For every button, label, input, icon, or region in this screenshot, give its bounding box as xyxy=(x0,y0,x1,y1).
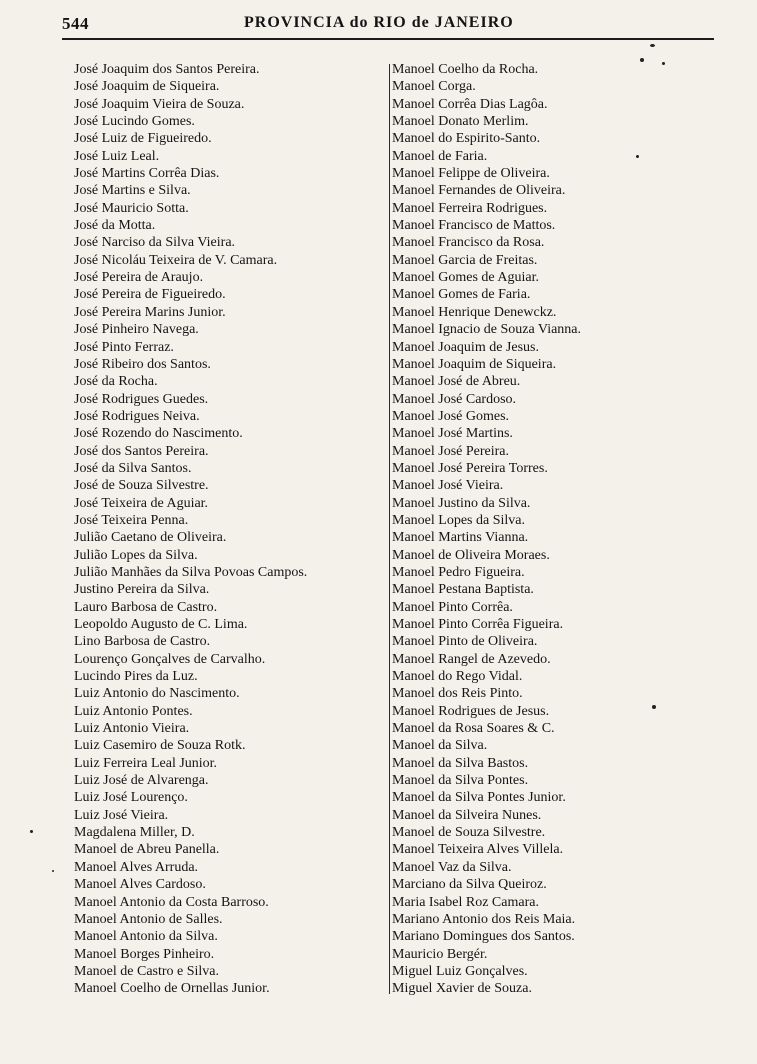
name-entry: Manoel da Silveira Nunes. xyxy=(392,807,542,823)
name-entry: Manoel Pinto de Oliveira. xyxy=(392,634,538,650)
name-entry: Manoel José Martins. xyxy=(392,426,513,442)
name-entry: Manoel da Silva Pontes. xyxy=(392,773,529,789)
name-entry: Manoel Pestana Baptista. xyxy=(392,582,534,598)
name-entry: Manoel Ferreira Rodrigues. xyxy=(392,200,548,216)
name-entry: Manoel Gomes de Aguiar. xyxy=(392,270,539,286)
name-entry: José Joaquim Vieira de Souza. xyxy=(74,96,245,112)
name-entry: Manoel Joaquim de Siqueira. xyxy=(392,356,557,372)
name-entry: Julião Lopes da Silva. xyxy=(74,547,198,563)
name-entry: Manoel do Rego Vidal. xyxy=(392,669,523,685)
name-entry: Manoel da Silva Pontes Junior. xyxy=(392,790,566,806)
name-entry: José Martins Corrêa Dias. xyxy=(74,166,220,182)
name-entry: Manoel Antonio da Silva. xyxy=(74,929,218,945)
name-entry: Manoel dos Reis Pinto. xyxy=(392,686,523,702)
name-entry: Manoel do Espirito-Santo. xyxy=(392,131,541,147)
name-entry: José Narciso da Silva Vieira. xyxy=(74,235,236,251)
print-speck xyxy=(636,155,639,158)
name-entry: José Pereira de Figueiredo. xyxy=(74,287,226,303)
name-entry: Marciano da Silva Queiroz. xyxy=(392,877,547,893)
name-entry: Manoel Ignacio de Souza Vianna. xyxy=(392,322,582,338)
name-entry: Lucindo Pires da Luz. xyxy=(74,669,198,685)
name-entry: Manoel José Pereira Torres. xyxy=(392,460,548,476)
print-speck xyxy=(640,58,644,62)
name-entry: Manoel Henrique Denewckz. xyxy=(392,304,557,320)
name-entry: Manoel Alves Arruda. xyxy=(74,859,199,875)
name-entry: José Mauricio Sotta. xyxy=(74,200,189,216)
page-number: 544 xyxy=(62,14,89,33)
name-entry: Manoel Corga. xyxy=(392,79,476,95)
name-entry: Manoel da Silva Bastos. xyxy=(392,755,529,771)
name-entry: Manoel Pinto Corrêa. xyxy=(392,599,513,615)
name-entry: Manoel Corrêa Dias Lagôa. xyxy=(392,96,548,112)
name-entry: Luiz Ferreira Leal Junior. xyxy=(74,755,218,771)
name-entry: Manoel Martins Vianna. xyxy=(392,530,529,546)
name-entry: José Joaquim de Siqueira. xyxy=(74,79,220,95)
name-entry: Manoel Antonio de Salles. xyxy=(74,911,223,927)
name-entry: José Luiz Leal. xyxy=(74,148,160,164)
name-entry: Manoel Joaquim de Jesus. xyxy=(392,339,539,355)
name-entry: José Pinto Ferraz. xyxy=(74,339,174,355)
name-entry: Manoel de Abreu Panella. xyxy=(74,842,220,858)
name-entry: Julião Manhães da Silva Povoas Campos. xyxy=(74,564,308,580)
name-entry: Julião Caetano de Oliveira. xyxy=(74,530,227,546)
name-entry: José Nicoláu Teixeira de V. Camara. xyxy=(74,252,278,268)
name-entry: Manoel Donato Merlim. xyxy=(392,114,529,130)
name-entry: Manoel Pinto Corrêa Figueira. xyxy=(392,617,564,632)
page-header xyxy=(62,12,712,36)
name-entry: Manoel da Silva. xyxy=(392,738,488,754)
name-entry: Manoel Justino da Silva. xyxy=(392,495,531,511)
name-entry: José da Rocha. xyxy=(74,374,158,390)
name-entry: Maria Isabel Roz Camara. xyxy=(392,894,539,910)
name-entry: José Rozendo do Nascimento. xyxy=(74,426,243,442)
name-entry: Manoel da Rosa Soares & C. xyxy=(392,721,555,737)
name-entry: Mariano Antonio dos Reis Maia. xyxy=(392,911,576,927)
name-entry: José Rodrigues Neiva. xyxy=(74,408,200,424)
left-name-column xyxy=(74,61,382,998)
name-entry: Luiz Antonio Vieira. xyxy=(74,721,190,737)
name-entry: Lourenço Gonçalves de Carvalho. xyxy=(74,651,266,667)
name-entry: Justino Pereira da Silva. xyxy=(74,582,210,598)
name-entry: Manoel Coelho da Rocha. xyxy=(392,62,539,77)
name-entry: Manoel Coelho de Ornellas Junior. xyxy=(74,981,270,997)
name-entry: Manoel Vaz da Silva. xyxy=(392,859,512,875)
name-entry: José Ribeiro dos Santos. xyxy=(74,356,211,372)
name-entry: Manoel José Cardoso. xyxy=(392,391,517,407)
name-entry: José Luiz de Figueiredo. xyxy=(74,131,212,147)
header-rule xyxy=(62,38,714,40)
name-entry: José da Motta. xyxy=(74,218,156,234)
name-entry: Manoel Teixeira Alves Villela. xyxy=(392,842,564,858)
name-entry: Manoel José de Abreu. xyxy=(392,374,521,390)
print-speck xyxy=(652,705,656,709)
print-speck xyxy=(650,44,655,47)
name-entry: Manoel Borges Pinheiro. xyxy=(74,946,215,962)
name-entry: Miguel Xavier de Souza. xyxy=(392,981,532,997)
name-entry: Luiz José Vieira. xyxy=(74,807,169,823)
name-entry: Manoel de Oliveira Moraes. xyxy=(392,547,550,563)
name-entry: Manoel José Vieira. xyxy=(392,478,504,494)
name-entry: Manoel Lopes da Silva. xyxy=(392,512,525,528)
name-entry: José de Souza Silvestre. xyxy=(74,478,209,494)
name-entry: José Pereira de Araujo. xyxy=(74,270,204,286)
name-entry: Mariano Domingues dos Santos. xyxy=(392,929,575,945)
name-entry: Luiz José de Alvarenga. xyxy=(74,773,209,789)
name-entry: Manoel Felippe de Oliveira. xyxy=(392,166,550,182)
name-entry: Manoel Fernandes de Oliveira. xyxy=(392,183,566,199)
name-entry: José da Silva Santos. xyxy=(74,460,192,476)
name-entry: Magdalena Miller, D. xyxy=(74,825,195,841)
name-entry: Manoel Rangel de Azevedo. xyxy=(392,651,551,667)
name-entry: Manoel de Souza Silvestre. xyxy=(392,825,546,841)
name-entry: Manoel Pedro Figueira. xyxy=(392,564,525,580)
name-entry: Manoel Garcia de Freitas. xyxy=(392,252,538,268)
name-entry: Luiz Antonio Pontes. xyxy=(74,703,193,719)
name-entry: Luiz Casemiro de Souza Rotk. xyxy=(74,738,246,754)
name-entry: Manoel de Faria. xyxy=(392,148,488,164)
name-entry: José Teixeira Penna. xyxy=(74,512,189,528)
name-entry: Manoel de Castro e Silva. xyxy=(74,963,220,979)
name-entry: Lauro Barbosa de Castro. xyxy=(74,599,218,615)
name-entry: Manoel José Pereira. xyxy=(392,443,510,459)
name-entry: Manoel Rodrigues de Jesus. xyxy=(392,703,550,719)
name-entry: Manoel José Gomes. xyxy=(392,408,510,424)
name-entry: Manoel Alves Cardoso. xyxy=(74,877,206,893)
column-divider xyxy=(389,64,390,994)
name-entry: José Rodrigues Guedes. xyxy=(74,391,209,407)
name-entry: Lino Barbosa de Castro. xyxy=(74,634,211,650)
print-speck xyxy=(662,62,665,65)
print-speck xyxy=(30,830,33,833)
name-entry: José Pereira Marins Junior. xyxy=(74,304,226,320)
print-speck xyxy=(52,870,54,872)
name-entry: José Lucindo Gomes. xyxy=(74,114,195,130)
name-entry: Miguel Luiz Gonçalves. xyxy=(392,963,528,979)
name-entry: José dos Santos Pereira. xyxy=(74,443,209,459)
name-entry: José Joaquim dos Santos Pereira. xyxy=(74,62,260,77)
name-entry: Mauricio Bergér. xyxy=(392,946,488,962)
name-entry: Manoel Francisco de Mattos. xyxy=(392,218,556,234)
name-entry: Manoel Francisco da Rosa. xyxy=(392,235,545,251)
running-title: PROVINCIA do RIO de JANEIRO xyxy=(244,14,514,31)
name-entry: José Pinheiro Navega. xyxy=(74,322,199,338)
name-entry: José Teixeira de Aguiar. xyxy=(74,495,209,511)
name-entry: Leopoldo Augusto de C. Lima. xyxy=(74,617,248,632)
name-entry: Manoel Antonio da Costa Barroso. xyxy=(74,894,269,910)
name-entry: Manoel Gomes de Faria. xyxy=(392,287,531,303)
right-name-column xyxy=(392,61,692,998)
name-entry: Luiz José Lourenço. xyxy=(74,790,188,806)
name-entry: Luiz Antonio do Nascimento. xyxy=(74,686,240,702)
name-entry: José Martins e Silva. xyxy=(74,183,191,199)
